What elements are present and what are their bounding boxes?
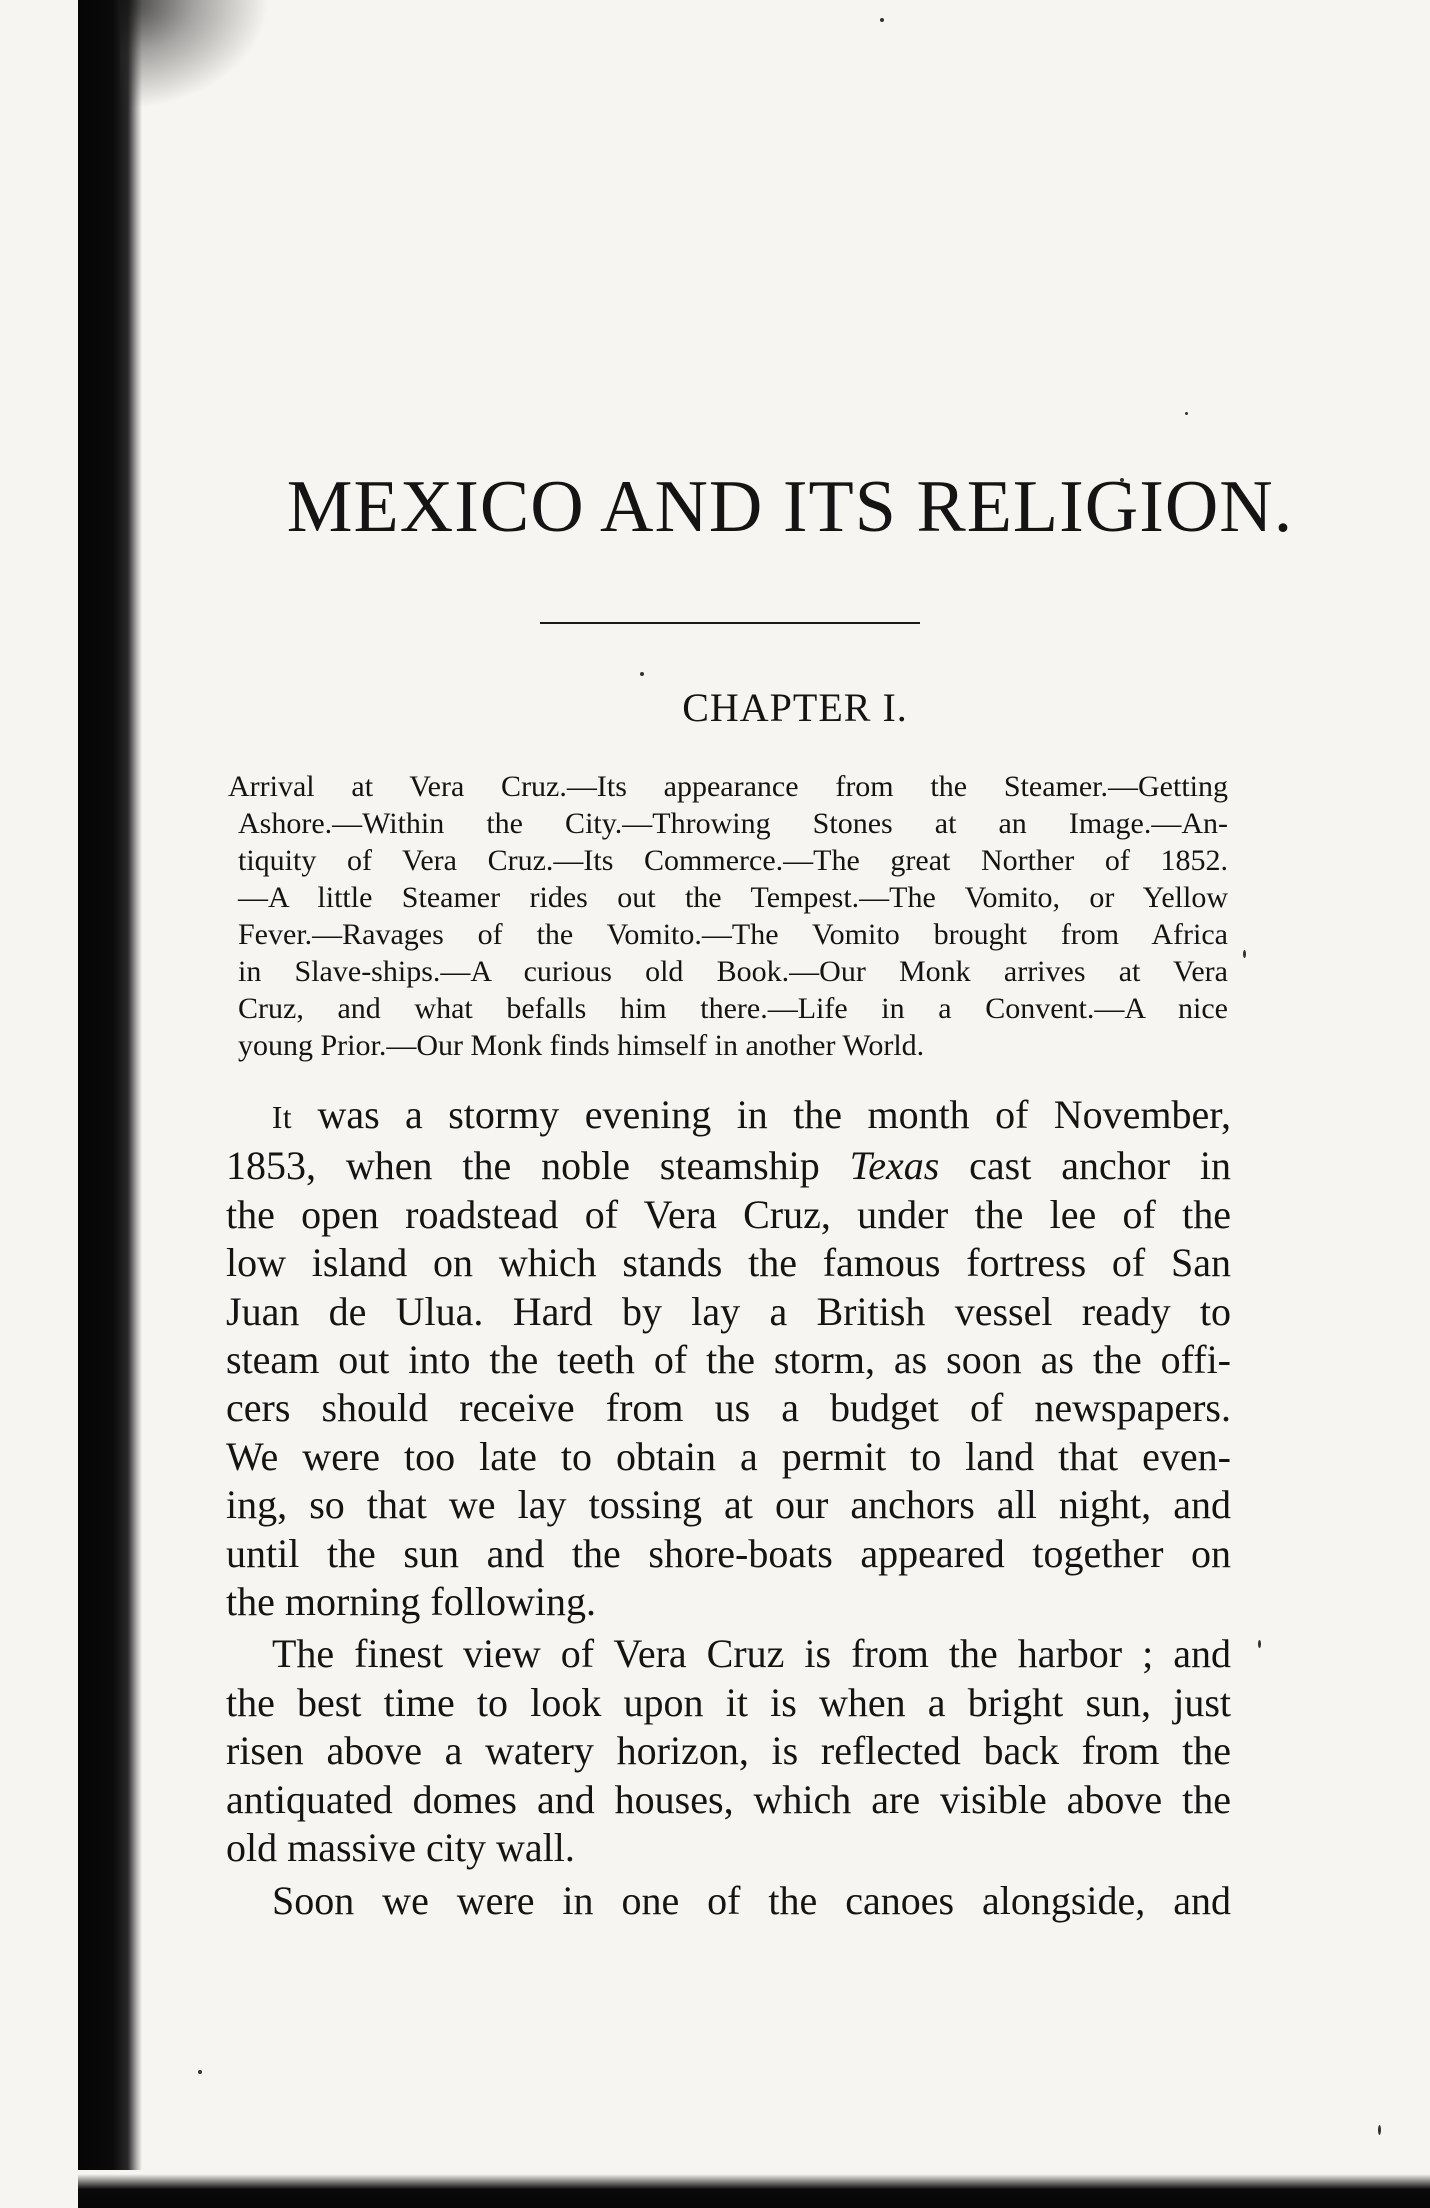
body-line: The finest view of Vera Cruz is from the harbor ; and <box>272 1631 1231 1677</box>
synopsis-line: Arrival at Vera Cruz.—Its appearance from the Steamer.—Getting <box>228 770 1228 803</box>
page-bottom-edge <box>78 2174 1430 2208</box>
synopsis-line: Cruz, and what befalls him there.—Life in a Convent.—A nice <box>238 992 1228 1025</box>
chapter-body <box>226 1091 1231 1925</box>
title-rule <box>540 622 920 624</box>
page-title: MEXICO AND ITS RELIGION. <box>286 466 1294 548</box>
ink-speck <box>1185 412 1188 415</box>
ink-speck <box>1243 950 1246 958</box>
initial-word: It <box>272 1100 293 1135</box>
synopsis-line: Ashore.—Within the City.—Throwing Stones at an Image.—An- <box>238 807 1228 840</box>
body-line: Soon we were in one of the canoes alongside, and <box>272 1877 1231 1923</box>
body-line: We were too late to obtain a permit to land that even- <box>226 1433 1231 1479</box>
ship-name: Texas <box>849 1143 940 1189</box>
body-line: cers should receive from us a budget of newspapers. <box>226 1385 1231 1431</box>
ink-speck <box>880 18 884 22</box>
chapter-heading: CHAPTER I. <box>682 685 908 730</box>
body-line: low island on which stands the famous fortress of San <box>226 1240 1231 1286</box>
synopsis-line: Fever.—Ravages of the Vomito.—The Vomito brought from Africa <box>238 918 1228 951</box>
synopsis-line: young Prior.—Our Monk finds himself in another World. <box>238 1029 925 1062</box>
ink-speck <box>1258 1640 1261 1648</box>
body-line: the morning following. <box>226 1579 596 1625</box>
body-line <box>226 1091 1231 1142</box>
page-corner <box>0 2174 78 2208</box>
ink-speck <box>640 672 644 676</box>
ink-speck <box>1378 2125 1381 2135</box>
body-line <box>226 1142 1231 1190</box>
body-line: Juan de Ulua. Hard by lay a British vessel ready to <box>226 1288 1231 1334</box>
body-line-text: 1853, when the noble steamship <box>226 1143 820 1189</box>
ink-speck <box>198 2070 202 2074</box>
chapter-synopsis <box>228 768 1228 1064</box>
synopsis-line: in Slave-ships.—A curious old Book.—Our Monk arrives at Vera <box>238 955 1228 988</box>
body-line: risen above a watery horizon, is reflected back from the <box>226 1728 1231 1774</box>
synopsis-line: tiquity of Vera Cruz.—Its Commerce.—The great Norther of 1852. <box>238 844 1228 877</box>
body-line: the open roadstead of Vera Cruz, under the lee of the <box>226 1191 1231 1237</box>
body-line: until the sun and the shore-boats appeared together on <box>226 1530 1231 1576</box>
binding-shadow-top <box>120 0 270 110</box>
body-line-text: cast anchor in <box>969 1143 1231 1189</box>
body-line-text: was a stormy evening in the month of November, <box>317 1092 1231 1137</box>
body-line: ing, so that we lay tossing at our anchors all night, and <box>226 1482 1231 1528</box>
synopsis-line: —A little Steamer rides out the Tempest.—The Vomito, or Yellow <box>238 881 1228 914</box>
body-line: the best time to look upon it is when a bright sun, just <box>226 1679 1231 1725</box>
body-line: antiquated domes and houses, which are visible above the <box>226 1776 1231 1822</box>
binding-shadow <box>78 0 142 2170</box>
body-line: steam out into the teeth of the storm, as soon as the offi- <box>226 1337 1231 1383</box>
body-line: old massive city wall. <box>226 1825 575 1871</box>
